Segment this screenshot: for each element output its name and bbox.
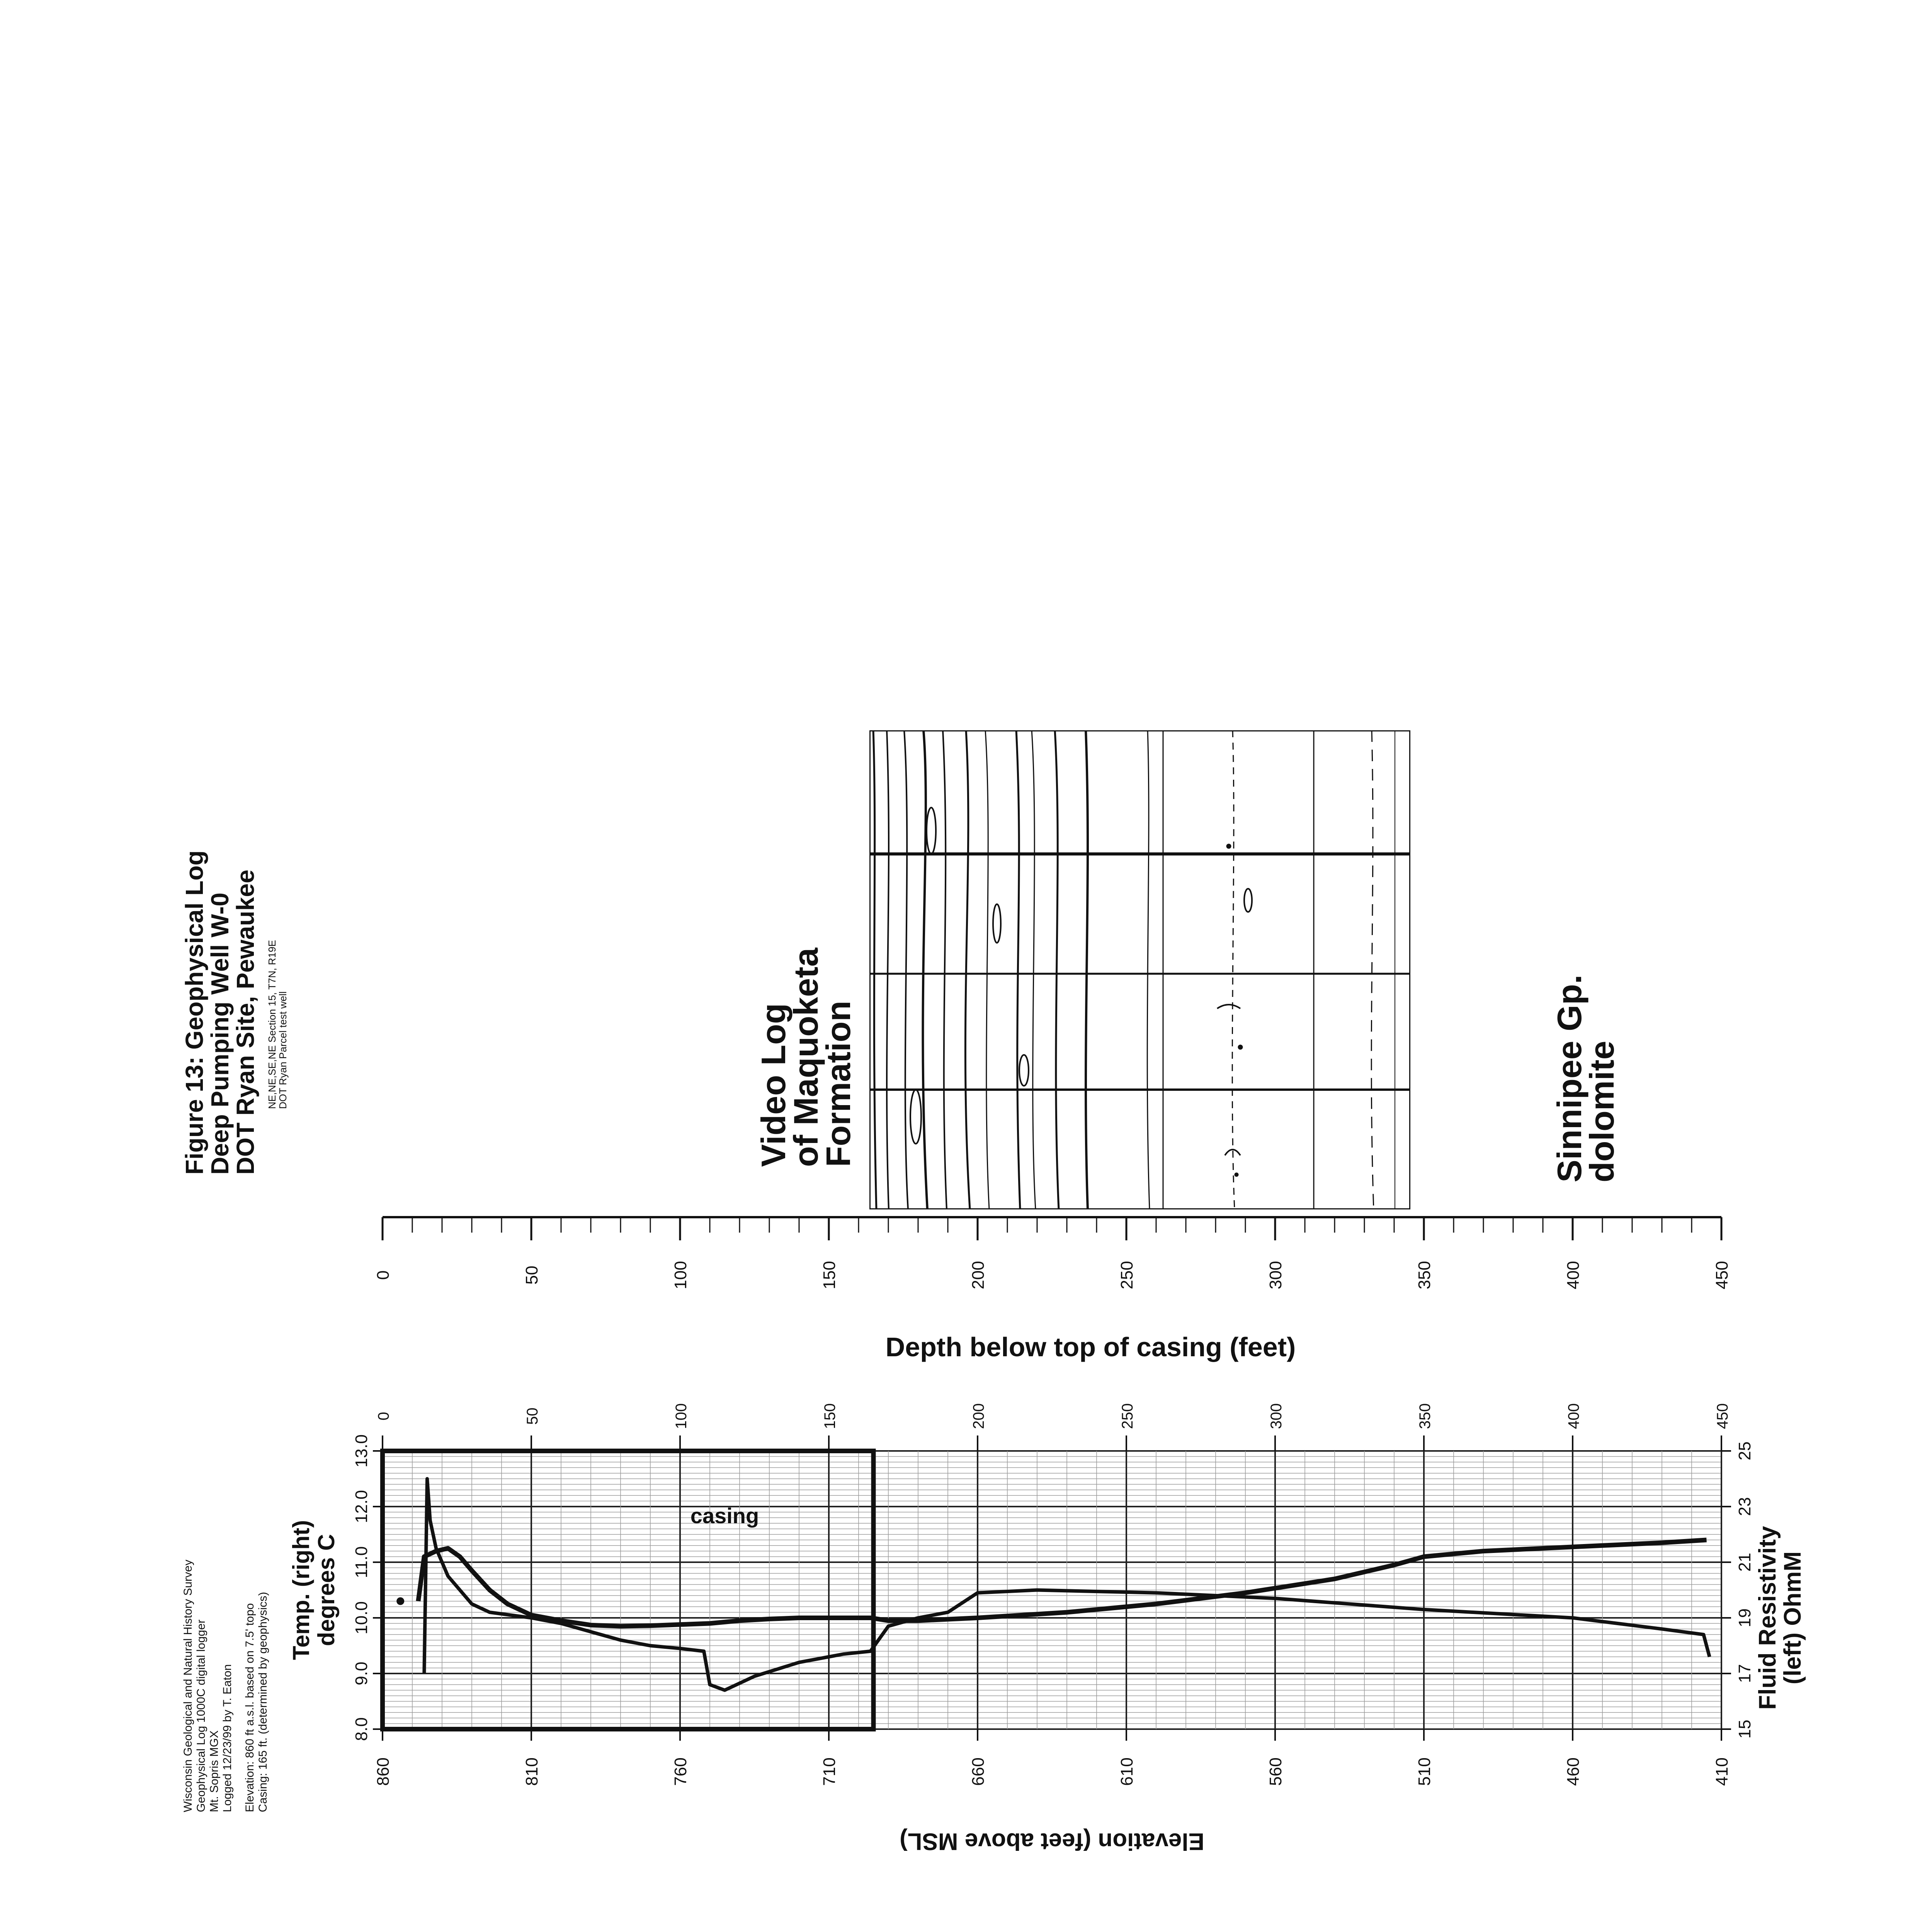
elevation-tick-label: 760 [671, 1757, 690, 1786]
video-log-label-line: of Maquoketa [787, 947, 825, 1167]
location-line: NE,NE,SE,NE Section 15, T7N, R19E [266, 940, 278, 1109]
depth-tick-label: 100 [671, 1261, 690, 1289]
plot-depth-tick-label: 250 [1119, 1403, 1136, 1429]
plot-depth-tick-label: 400 [1565, 1403, 1582, 1429]
start-marker [396, 1597, 404, 1605]
survey-line: Mt. Sopris MGX [208, 1730, 221, 1812]
elevation-tick-label: 710 [820, 1757, 839, 1786]
depth-tick-label: 200 [969, 1261, 988, 1289]
plot-depth-tick-label: 200 [970, 1403, 987, 1429]
survey-line: Logged 12/23/99 by T. Eaton [221, 1664, 234, 1812]
survey-line: Wisconsin Geological and Natural History Survey [182, 1560, 194, 1812]
resistivity-tick-label: 21 [1735, 1553, 1754, 1572]
elevation-tick-label: 660 [969, 1757, 988, 1786]
elevation-tick-label: 810 [522, 1757, 541, 1786]
depth-tick-label: 400 [1564, 1261, 1583, 1289]
depth-tick-label: 150 [820, 1261, 839, 1289]
resistivity-tick-label: 15 [1735, 1719, 1754, 1739]
plot-depth-tick-label: 300 [1268, 1403, 1285, 1429]
figure-title-line: DOT Ryan Site, Pewaukee [231, 869, 259, 1175]
temp-tick-label: 10.0 [352, 1601, 371, 1634]
resistivity-tick-label: 17 [1735, 1664, 1754, 1683]
figure-title-line: Figure 13: Geophysical Log [180, 850, 208, 1175]
elevation-tick-label: 860 [374, 1757, 393, 1786]
plot-depth-tick-label: 150 [821, 1403, 838, 1429]
resistivity-tick-label: 19 [1735, 1608, 1754, 1628]
depth-tick-label: 50 [522, 1265, 541, 1285]
video-log-label-line: Video Log [754, 1003, 793, 1167]
survey-line: Geophysical Log 1000C digital logger [195, 1619, 207, 1812]
temp-tick-label: 13.0 [352, 1434, 371, 1468]
resistivity-tick-label: 25 [1735, 1441, 1754, 1461]
casing-label: casing [690, 1503, 759, 1528]
elevation-axis-label: Elevation (feet above MSL) [900, 1828, 1204, 1855]
elevation-tick-label: 460 [1564, 1757, 1583, 1786]
temp-tick-label: 8.0 [352, 1717, 371, 1741]
temp-axis-label: Temp. (right) [288, 1520, 314, 1660]
depth-tick-label: 0 [374, 1270, 393, 1280]
temp-tick-label: 12.0 [352, 1490, 371, 1523]
plot-depth-tick-label: 350 [1417, 1403, 1434, 1429]
plot-depth-tick-label: 450 [1714, 1403, 1731, 1429]
depth-tick-label: 450 [1713, 1261, 1731, 1289]
temp-tick-label: 9.0 [352, 1662, 371, 1685]
depth-tick-label: 250 [1117, 1261, 1136, 1289]
plot-depth-tick-label: 50 [524, 1407, 541, 1425]
temp-tick-label: 11.0 [352, 1546, 371, 1578]
resistivity-tick-label: 23 [1735, 1497, 1754, 1516]
elevation-tick-label: 610 [1117, 1757, 1136, 1786]
plot-depth-tick-label: 100 [673, 1403, 690, 1429]
depth-tick-label: 300 [1266, 1261, 1285, 1289]
survey-line: Casing: 165 ft. (determined by geophysics) [257, 1592, 269, 1812]
depth-axis-title: Depth below top of casing (feet) [885, 1332, 1296, 1362]
elevation-tick-label: 410 [1713, 1757, 1731, 1786]
survey-line: Elevation: 860 ft a.s.l. based on 7.5' topo [243, 1603, 256, 1812]
resistivity-axis-label: (left) OhmM [1779, 1551, 1806, 1685]
resistivity-axis-label: Fluid Resistivity [1754, 1526, 1781, 1710]
video-log-label-line: Formation [819, 1000, 857, 1167]
formation-label-line: dolomite [1583, 1041, 1621, 1182]
temp-axis-label: degrees C [313, 1534, 339, 1646]
elevation-tick-label: 560 [1266, 1757, 1285, 1786]
plot-depth-tick-label: 0 [375, 1412, 392, 1421]
depth-tick-label: 350 [1415, 1261, 1434, 1289]
figure-title-line: Deep Pumping Well W-0 [206, 892, 234, 1175]
elevation-tick-label: 510 [1415, 1757, 1434, 1786]
formation-label-line: Sinnipee Gp. [1550, 975, 1588, 1182]
depth-axis [374, 1217, 1731, 1362]
location-line: DOT Ryan Parcel test well [277, 991, 289, 1109]
